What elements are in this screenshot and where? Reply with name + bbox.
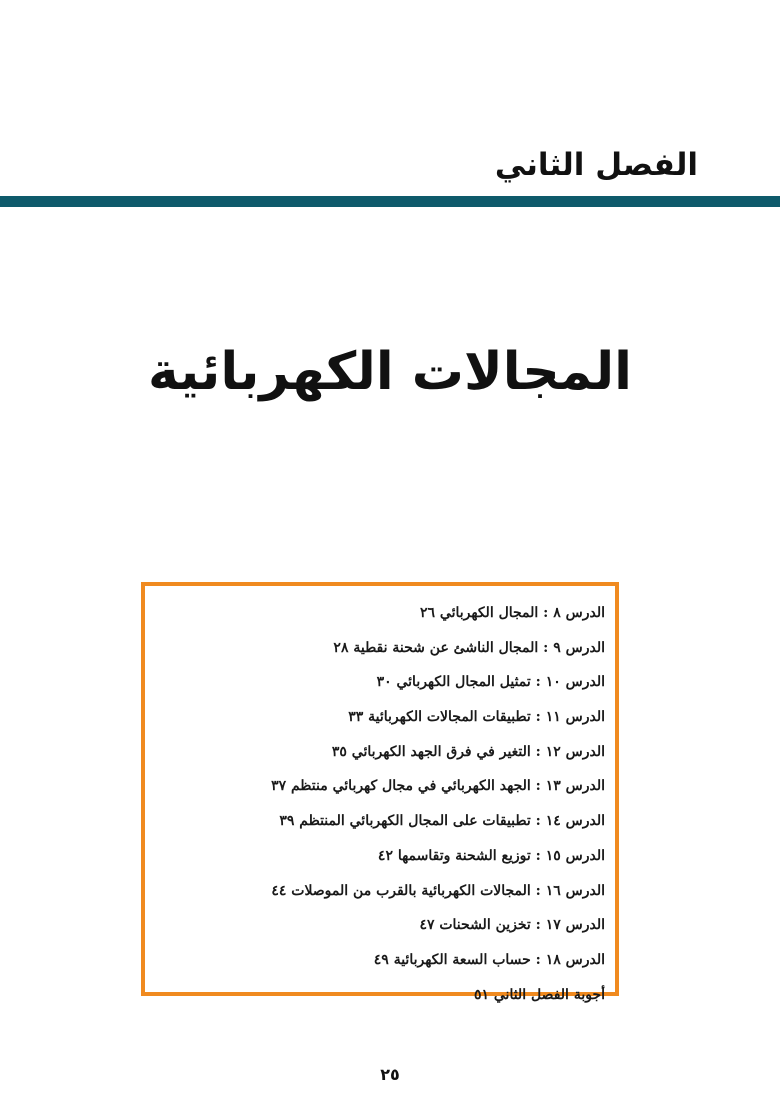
- toc-item: الدرس ١٤ : تطبيقات على المجال الكهربائي المنتظم ٣٩: [279, 813, 605, 830]
- toc-item: الدرس ١٣ : الجهد الكهربائي في مجال كهربائي منتظم ٣٧: [271, 778, 605, 795]
- toc-item: الدرس ١٠ : تمثيل المجال الكهربائي ٣٠: [376, 674, 605, 691]
- toc-item: الدرس ١٧ : تخزين الشحنات ٤٧: [419, 917, 605, 934]
- toc-item: الدرس ١٥ : توزيع الشحنة وتقاسمها ٤٢: [377, 847, 605, 864]
- toc-item: الدرس ٨ : المجال الكهربائي ٢٦: [420, 605, 605, 621]
- chapter-divider-bar: [0, 196, 780, 207]
- page-title: المجالات الكهربائية: [148, 342, 632, 402]
- toc-item: الدرس ١٨ : حساب السعة الكهربائية ٤٩: [373, 951, 605, 968]
- chapter-label: الفصل الثاني: [494, 147, 698, 183]
- toc-item: الدرس ١٦ : المجالات الكهربائية بالقرب من الموصلات ٤٤: [271, 882, 605, 899]
- toc-box: [141, 582, 619, 1003]
- toc-item: الدرس ١١ : تطبيقات المجالات الكهربائية ٣٣: [348, 709, 605, 726]
- toc-item: الدرس ١٢ : التغير في فرق الجهد الكهربائي ٣٥: [331, 743, 605, 760]
- toc-item: الدرس ٩ : المجال الناشئ عن شحنة نقطية ٢٨: [333, 639, 605, 656]
- toc-list: [155, 596, 605, 1012]
- page-number: ٢٥: [380, 1065, 400, 1084]
- toc-item: أجوبة الفصل الثاني ٥١: [473, 986, 605, 1003]
